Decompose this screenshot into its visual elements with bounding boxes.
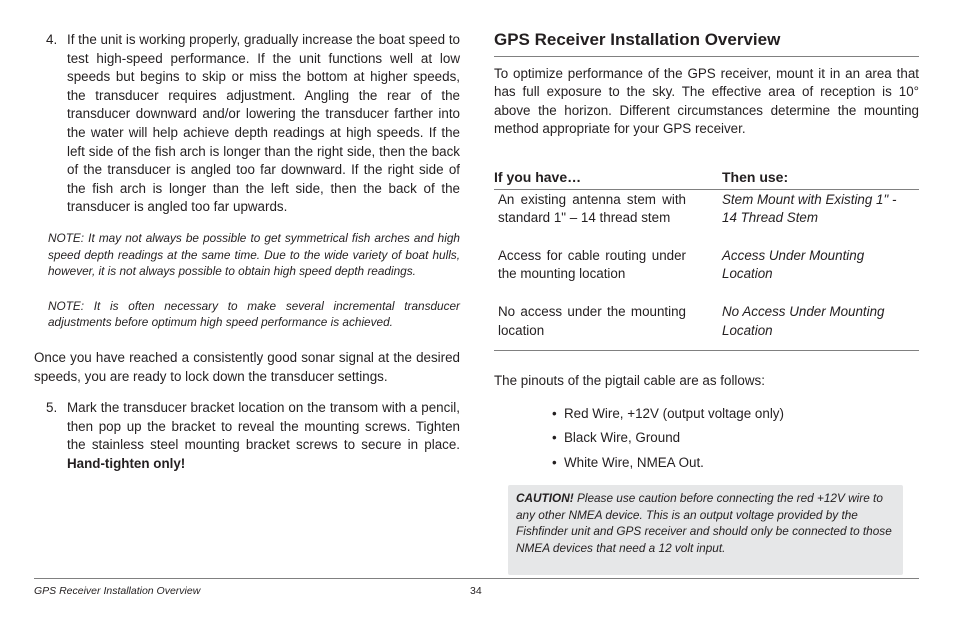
pinouts-intro: The pinouts of the pigtail cable are as follows: (494, 373, 765, 389)
table-row (494, 246, 919, 302)
mounting-table (494, 168, 919, 351)
caution-label: CAUTION! (516, 491, 574, 505)
table-cell-condition: Access for cable routing under the mounting location (498, 247, 686, 282)
intro-lead: To optimize performance of the GPS receiver (494, 65, 768, 81)
note-label: NOTE: (48, 298, 85, 313)
bullet-icon: • (552, 405, 557, 421)
table-row (494, 302, 919, 350)
table-cell-condition: No access under the mounting location (498, 303, 686, 338)
note-fish-arches (34, 230, 460, 280)
step-text: If the unit is working properly, gradually increase the boat speed to test high-speed performance. If the unit functions well at low speeds but begins to skip or miss the bottom at higher speeds, the transducer requires adjustment. Angling the rear of the transducer downward and/or lowering the transducer farther into the water will help achieve depth readings at high speeds. If the left side of the fish arch is longer than the right side, then the back of the transducer is angled too far downward. If the right side of the fish arch is longer than the left side, then the back of the transducer is angled too far upwards. (67, 32, 460, 215)
table-row (494, 190, 919, 246)
intro-rest: , mount it in an area that has full exposure to the sky. The effective area of reception is 10° above the horizon. Different circumstances determine the mounting method appropriate for your GPS receiver. (494, 65, 919, 137)
step-5 (34, 399, 460, 473)
step-4 (34, 31, 460, 217)
page-number: 34 (470, 585, 482, 597)
note-text: It may not always be possible to get symmetrical fish arches and high speed depth readings at the same time. Due to the wide variety of boat hulls, however, it is not always possible to obtain high speed depth readings. (48, 230, 460, 279)
caution-text: Please use caution before connecting the red +12V wire to any other NMEA device. This is an output voltage provided by the Fishfinder unit and GPS receiver and should only be connected to those NMEA devices that need a 12 volt input. (516, 491, 892, 555)
bullet-icon: • (552, 430, 557, 446)
table-cell-condition: An existing antenna stem with standard 1" – 14 thread stem (498, 191, 686, 226)
table-cell-method: Stem Mount with Existing 1" - 14 Thread Stem (722, 191, 897, 226)
step-text-body: Mark the transducer bracket location on the transom with a pencil, then pop up the bracket to reveal the mounting screws. Tighten the stainless steel mounting bracket screws to secure in place. (67, 400, 460, 453)
footer-divider (34, 578, 919, 579)
step-text-bold: Hand-tighten only! (67, 455, 186, 471)
step-text (67, 399, 460, 473)
right-column (494, 31, 919, 479)
step-number: 5. (46, 400, 58, 416)
header-if-you-have: If you have… (494, 168, 582, 185)
note-text: It is often necessary to make several incremental transducer adjustments before optimum high speed performance is achieved. (48, 298, 460, 330)
pinout-list (494, 405, 919, 479)
bullet-icon: • (552, 454, 557, 470)
left-column (34, 31, 460, 473)
list-item (552, 454, 919, 479)
list-item-text: White Wire, NMEA Out. (564, 454, 704, 470)
paragraph-lock-down: Once you have reached a consistently good sonar signal at the desired speeds, you are ready to lock down the transducer settings. (34, 349, 460, 384)
note-incremental-adjustments (34, 298, 460, 331)
header-then-use: Then use: (722, 168, 789, 185)
section-heading: GPS Receiver Installation Overview (494, 31, 919, 57)
list-item-text: Black Wire, Ground (564, 430, 681, 446)
list-item (552, 405, 919, 430)
step-number: 4. (46, 32, 58, 47)
list-item-text: Red Wire, +12V (output voltage only) (564, 405, 784, 421)
intro-paragraph (494, 65, 919, 139)
table-header (494, 168, 919, 190)
table-cell-method: Access Under Mounting Location (722, 247, 865, 282)
note-label: NOTE: (48, 230, 85, 245)
table-cell-method: No Access Under Mounting Location (722, 303, 885, 338)
footer-section-title: GPS Receiver Installation Overview (34, 585, 201, 597)
caution-box (508, 485, 903, 575)
list-item (552, 429, 919, 454)
